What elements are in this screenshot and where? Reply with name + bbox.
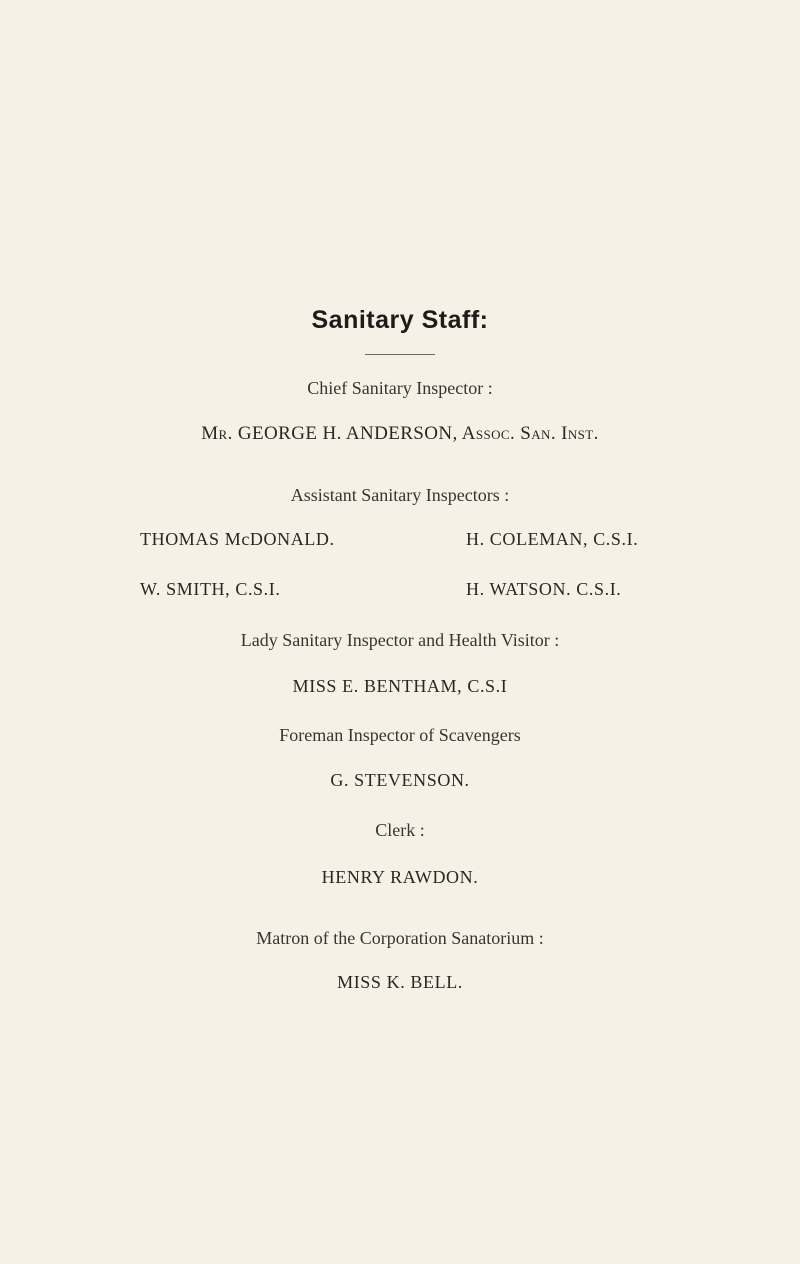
clerk-name: HENRY RAWDON.	[321, 867, 479, 887]
assistant-inspector-name: H. WATSON. C.S.I.	[466, 579, 622, 599]
matron-label: Matron of the Corporation Sanatorium :	[256, 928, 544, 948]
lady-inspector-label: Lady Sanitary Inspector and Health Visitor :	[240, 630, 560, 650]
lady-inspector-name: MISS E. BENTHAM, C.S.I	[292, 676, 508, 696]
assistant-inspector-name: W. SMITH, C.S.I.	[140, 579, 281, 599]
assistant-inspector-name: THOMAS McDONALD.	[140, 529, 335, 549]
chief-inspector-label: Chief Sanitary Inspector :	[307, 378, 493, 398]
foreman-inspector-label: Foreman Inspector of Scavengers	[279, 725, 521, 745]
foreman-inspector-name: G. STEVENSON.	[330, 770, 470, 790]
assistant-inspector-name: H. COLEMAN, C.S.I.	[466, 529, 639, 549]
page-title: Sanitary Staff:	[311, 306, 489, 334]
clerk-label: Clerk :	[375, 820, 425, 840]
assistant-inspectors-label: Assistant Sanitary Inspectors :	[290, 485, 510, 505]
chief-inspector-name: Mr. GEORGE H. ANDERSON, Assoc. San. Inst.	[201, 423, 599, 444]
title-divider	[365, 354, 435, 355]
matron-name: MISS K. BELL.	[337, 972, 463, 992]
